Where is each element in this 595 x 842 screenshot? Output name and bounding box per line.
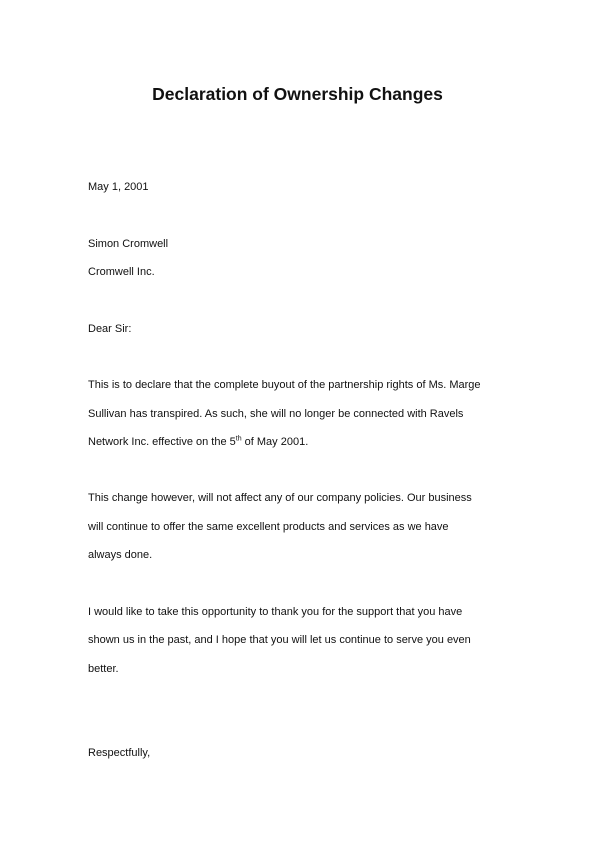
- paragraph-1-line-3-end: of May 2001.: [241, 436, 309, 448]
- letter-title: Declaration of Ownership Changes: [152, 84, 443, 104]
- paragraph-3-line-3: better.: [88, 663, 119, 675]
- letter-date: May 1, 2001: [88, 181, 149, 193]
- paragraph-1-line-2: Sullivan has transpired. As such, she will no longer be connected with Ravels: [88, 408, 464, 420]
- paragraph-3-line-2: shown us in the past, and I hope that you will let us continue to serve you even: [88, 634, 471, 646]
- paragraph-1-line-1: This is to declare that the complete buyout of the partnership rights of Ms. Marge: [88, 379, 481, 391]
- closing: Respectfully,: [88, 747, 151, 759]
- paragraph-2-line-3: always done.: [88, 549, 153, 561]
- recipient-company: Cromwell Inc.: [88, 266, 155, 278]
- paragraph-2-line-1: This change however, will not affect any of our company policies. Our business: [88, 492, 472, 504]
- paragraph-1-line-3-start: Network Inc. effective on the 5: [88, 436, 236, 448]
- salutation: Dear Sir:: [88, 323, 132, 335]
- ordinal-suffix: th: [235, 435, 242, 443]
- paragraph-1-line-3: [88, 436, 308, 449]
- paragraph-2-line-2: will continue to offer the same excellent products and services as we have: [88, 521, 449, 533]
- recipient-name: Simon Cromwell: [88, 238, 169, 250]
- paragraph-3-line-1: I would like to take this opportunity to thank you for the support that you have: [88, 606, 463, 618]
